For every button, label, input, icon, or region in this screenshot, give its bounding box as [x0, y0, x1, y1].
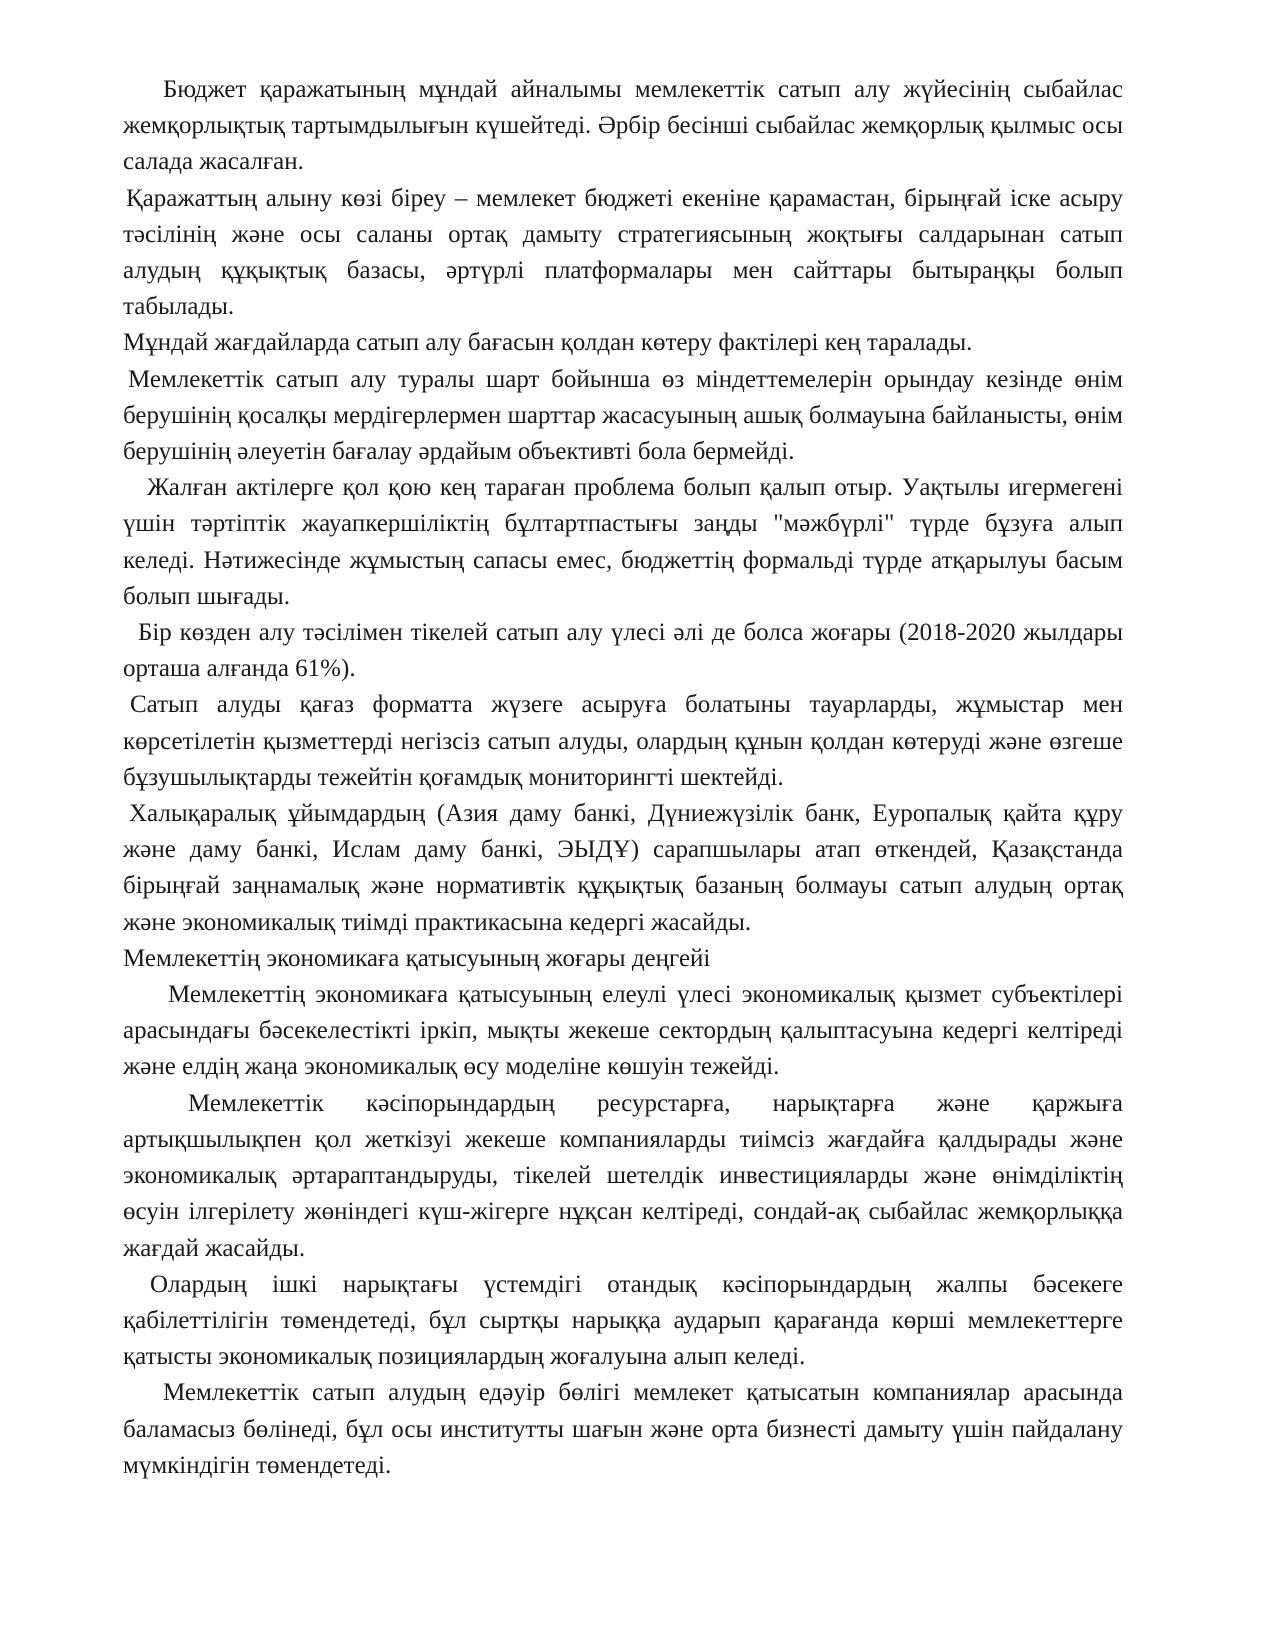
paragraph-7: Сатып алуды қағаз форматта жүзеге асыруға болатыны тауарларды, жұмыстар мен көрсетілетін қызметтерді негізсіз сатып алуды, олардың құнын қолдан көтеруді және өзгеше бұзушылықтарды тежейтін қоғамдық мониторингті шектейді. — [123, 691, 1123, 791]
paragraph-4: Мемлекеттік сатып алу туралы шарт бойынша өз міндеттемелерін орындау кезінде өнім берушінің қосалқы мердігерлермен шарттар жасасуының ашық болмауына байланысты, өнім берушінің әлеуетін бағалау әрдайым объективті бола бермейді. — [123, 365, 1123, 466]
paragraph-11: Олардың ішкі нарықтағы үстемдігі отандық кәсіпорындардың жалпы бәсекеге қабілеттілігін төмендетеді, бұл сыртқы нарыққа аударып қарағанда көрші мемлекеттерге қатысты экономикалық позициялардың жоғалуына алып келеді. — [123, 1270, 1123, 1371]
paragraph-12: Мемлекеттік сатып алудың едәуір бөлігі мемлекет қатысатын компаниялар арасында баламасыз бөлінеді, бұл осы институтты шағын және орта бизнесті дамыту үшін пайдалану мүмкіндігін төмендетеді. — [123, 1379, 1123, 1479]
paragraph-9: Мемлекеттің экономикаға қатысуының елеулі үлесі экономикалық қызмет субъектілері арасындағы бәсекелестікті іркіп, мықты жекеше сектордың қалыптасуына кедергі келтіреді және елдің жаңа экономикалық өсу моделіне көшуін тежейді. — [123, 981, 1123, 1081]
paragraph-8: Халықаралық ұйымдардың (Азия даму банкі, Дүниежүзілік банк, Еуропалық қайта құру және даму банкі, Ислам даму банкі, ЭЫДҰ) сарапшылары атап өткендей, Қазақстанда бірыңғай заңнамалық және нормативтік құқықтық базаның болмауы сатып алудың ортақ және экономикалық тиімді практикасына кедергі жасайды. — [123, 800, 1123, 936]
paragraph-5: Жалған актілерге қол қою кең тараған проблема болып қалып отыр. Уақтылы игермегені үшін тәртіптік жауапкершіліктің бұлтартпастығы заңды "мәжбүрлі" түрде бұзуға алып келеді. Нәтижесінде жұмыстың сапасы емес, бюджеттің формальді түрде атқарылуы басым болып шығады. — [123, 474, 1123, 610]
paragraph-6: Бір көзден алу тәсілімен тікелей сатып алу үлесі әлі де болса жоғары (2018-2020 жылдары орташа алғанда 61%). — [123, 619, 1123, 683]
section-heading: Мемлекеттің экономикаға қатысуының жоғары деңгейі — [123, 944, 711, 972]
paragraph-10: Мемлекеттік кәсіпорындардың ресурстарға, нарықтарға және қаржыға артықшылықпен қол жеткізуі жекеше компанияларды тиімсіз жағдайға қалдырады және экономикалық әртараптандыруды, тікелей шетелдік инвестицияларды және өнімділіктің өсуін ілгерілету жөніндегі күш-жігерге нұқсан келтіреді, сондай-ақ сыбайлас жемқорлыққа жағдай жасайды. — [123, 1089, 1123, 1262]
paragraph-3: Мұндай жағдайларда сатып алу бағасын қолдан көтеру фактілері кең таралады. — [123, 329, 973, 357]
paragraph-1: Бюджет қаражатының мұндай айналымы мемлекеттік сатып алу жүйесінің сыбайлас жемқорлықтық тартымдылығын күшейтеді. Әрбір бесінші сыбайлас жемқорлық қылмыс осы салада жасалған. — [123, 76, 1123, 176]
paragraph-2: Қаражаттың алыну көзі біреу – мемлекет бюджеті екеніне қарамастан, бірыңғай іске асыру тәсілінің және осы саланы ортақ дамыту стратегиясының жоқтығы салдарынан сатып алудың құқықтық базасы, әртүрлі платформалары мен сайттары бытыраңқы болып табылады. — [123, 184, 1123, 321]
